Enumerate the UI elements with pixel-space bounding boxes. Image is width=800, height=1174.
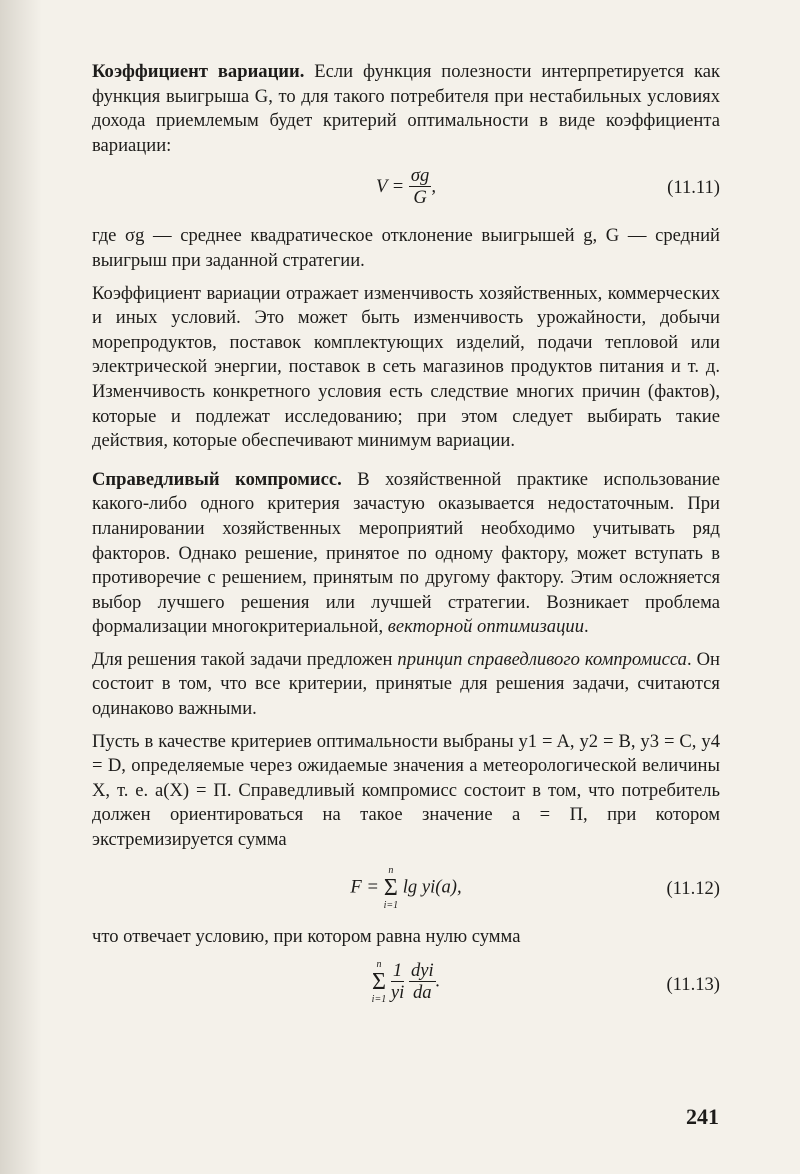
formula-tail: .: [435, 970, 441, 992]
formula-11-12: [92, 859, 720, 923]
paragraph-principle: [92, 648, 720, 722]
sum-upper-limit: n: [388, 864, 394, 876]
paragraph-coefficient-of-variation: [92, 60, 720, 158]
sum-lower-limit: i=1: [383, 899, 399, 911]
paragraph-variation-meaning: [92, 282, 720, 454]
formula-11-11: [92, 158, 720, 222]
paragraph-end: .: [584, 616, 589, 638]
paragraph-text: В хозяйственной практике использование какого-либо одного критерия зачастую оказывается недостаточным. При планировании хозяйственных мероприятий необходимо учитывать ряд факторов. Однако решение, принятое по одному фактору, может вступать в противоречие с решением, принятым по другому фактору. Этим осложняется выбор лучшего решения или лучшей стратегии. Возникает проблема формализации многокритериальной,: [92, 468, 720, 638]
paragraph-lead: Коэффициент вариации.: [92, 61, 305, 82]
page-gutter-shadow: [0, 0, 42, 1174]
equation-number: (11.13): [666, 974, 720, 996]
fraction-numerator: σg: [410, 165, 430, 187]
formula-lhs: F =: [350, 875, 379, 897]
paragraph-text: где σg — среднее квадратическое отклонение выигрышей g, G — средний выигрыш при заданной стратегии.: [92, 225, 720, 271]
page-number: 241: [686, 1104, 719, 1129]
fraction-numerator: dyi: [410, 959, 434, 981]
fraction-denominator: da: [413, 981, 432, 1003]
paragraph-text: Если функция полезности интерпретируется как функция выигрыша G, то для такого потребителя при нестабильных условиях дохода приемлемым будет критерий оптимальности в виде коэффициента вариации:: [92, 61, 720, 156]
paragraph-lead: Справедливый компромисс.: [92, 468, 342, 490]
paragraph-italic-term: принцип справедливого компромисса: [397, 648, 687, 670]
paragraph-text: Для решения такой задачи предложен: [92, 648, 398, 670]
paragraph-text: Пусть в качестве критериев оптимальности выбраны y1 = A, y2 = B, y3 = C, y4 = D, определяемые через ожидаемые значения a метеорологической величины X, т. е. a(X) = П. Справедливый компромисс состоит в том, что потребитель должен ориентироваться на такое значение a = П, при котором экстремизируется сумма: [92, 730, 720, 851]
fraction-denominator: G: [413, 187, 427, 209]
equation-number: (11.12): [666, 877, 720, 899]
paragraph-condition: [92, 925, 720, 950]
equation-number: (11.11): [667, 177, 720, 199]
paragraph-text: Коэффициент вариации отражает изменчивость хозяйственных, коммерческих и иных условий. Это может быть изменчивость урожайности, добычи морепродуктов, поставок комплектующих изделий, подачи тепловой или электрической энергии, поставок в сеть магазинов продуктов питания и т. д. Изменчивость конкретного условия есть следствие многих причин (фактов), которые и подлежат исследованию; при этом следует выбирать такие действия, которые обеспечивают минимум вариации.: [92, 282, 720, 452]
formula-lhs: V =: [376, 176, 405, 198]
fraction-numerator: 1: [391, 961, 404, 982]
sum-icon: n Σ i=1: [383, 864, 399, 911]
paragraph-text: что отвечает условию, при котором равна нулю сумма: [92, 925, 521, 947]
fraction-denominator: yi: [390, 981, 405, 1003]
formula-tail: ,: [431, 176, 436, 198]
paragraph-fair-compromise: [92, 468, 720, 640]
formula-fraction: [409, 961, 436, 1004]
paragraph-text: . Он состоит в том, что все критерии, принятые для решения задачи, считаются одинаково важными.: [92, 648, 720, 720]
formula-fraction: [409, 166, 431, 209]
sum-icon: n Σ i=1: [371, 959, 387, 1006]
formula-fraction: [391, 961, 404, 1004]
formula-11-13: [92, 953, 720, 1023]
sum-upper-limit: n: [376, 959, 382, 971]
paragraph-sigma-definition: [92, 224, 720, 273]
sum-lower-limit: i=1: [371, 994, 387, 1006]
paragraph-criteria: [92, 730, 720, 853]
page-body: [92, 60, 720, 1023]
formula-body: lg yi(a),: [402, 875, 462, 897]
paragraph-italic-term: векторной оптимизации: [387, 616, 584, 638]
